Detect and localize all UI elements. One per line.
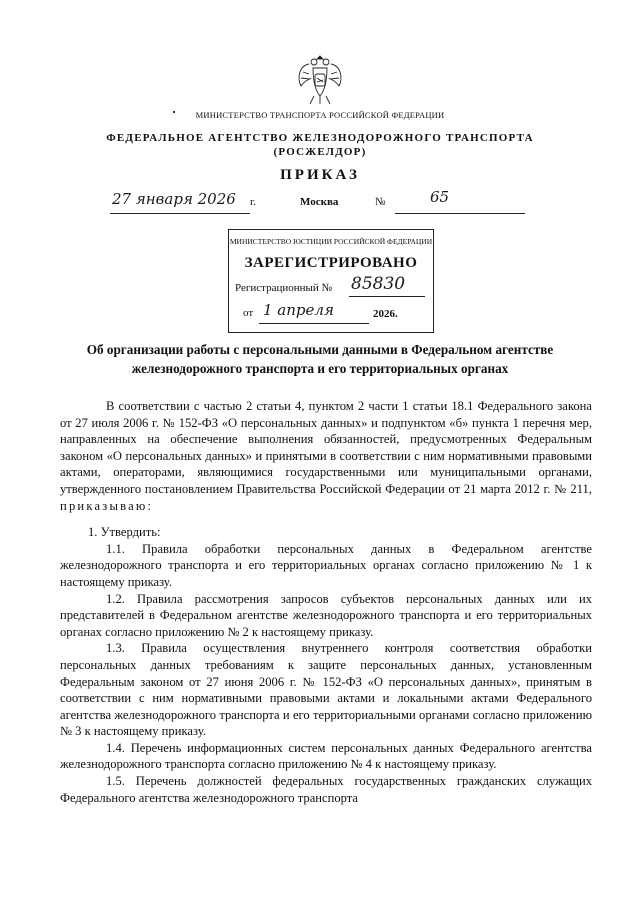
agency-line-1: ФЕДЕРАЛЬНОЕ АГЕНТСТВО ЖЕЛЕЗНОДОРОЖНОГО ТРАНСПОРТА [106, 132, 534, 144]
stamp-date-label: от [243, 307, 254, 319]
document-body [60, 398, 592, 806]
item-1-3: 1.3. Правила осуществления внутреннего контроля соответствия обработки персональных данных требованиям к защите персональных данных, установленным Федеральным законом от 27 июня 2006 г. № 152-ФЗ «О персональных данных», принятым в соответствии с ним нормативными правовыми актами и локальными актами Федерального агентства железнодорожного транспорта и его территориальными органами согласно приложению № 3 к настоящему приказу. [60, 641, 592, 739]
handwritten-number: 65 [430, 188, 450, 206]
handwritten-date: 27 января 2026 [112, 190, 236, 208]
stamp-status: ЗАРЕГИСТРИРОВАНО [244, 255, 418, 271]
coat-of-arms-icon [295, 50, 345, 108]
preamble-paragraph [60, 398, 592, 514]
title-line-1: Об организации работы с персональными данными в Федеральном агентстве [86, 342, 554, 357]
city-name: Москва [300, 196, 339, 208]
title-line-2: железнодорожного транспорта и его территориальных органах [131, 361, 509, 376]
item-1-5: 1.5. Перечень должностей федеральных государственных гражданских служащих Федерального агентства железнодорожного транспорта [60, 774, 592, 805]
stamp-year: 2026. [373, 308, 398, 320]
prikazyvayu-word: приказываю: [60, 498, 154, 513]
item-1-2: 1.2. Правила рассмотрения запросов субъектов персональных данных или их представителей в Федеральном агентстве железнодорожного транспорта и его территориальных органах согласно приложению № 2 к настоящему приказу. [60, 591, 592, 639]
document-type: ПРИКАЗ [280, 167, 360, 183]
stamp-number-underline [349, 296, 425, 297]
number-label: № [375, 196, 386, 208]
stamp-date-underline [259, 323, 369, 324]
number-underline [395, 198, 525, 214]
ministry-name: МИНИСТЕРСТВО ТРАНСПОРТА РОССИЙСКОЙ ФЕДЕРАЦИИ [195, 110, 445, 120]
registration-stamp [228, 229, 434, 333]
document-title [60, 340, 580, 378]
item-1-1: 1.1. Правила обработки персональных данных в Федеральном агентстве железнодорожного транспорта и его территориальных органах согласно приложению № 1 к настоящему приказу. [60, 541, 592, 589]
item-1: 1. Утвердить: [88, 525, 161, 540]
stamp-date: 1 апреля [263, 301, 334, 319]
agency-line-2: (РОСЖЕЛДОР) [273, 146, 367, 158]
item-1-4: 1.4. Перечень информационных систем персональных данных Федерального агентства железнодорожного транспорта согласно приложению № 4 к настоящему приказу. [60, 740, 592, 772]
stamp-reg-number: 85830 [351, 274, 406, 294]
stamp-ministry: МИНИСТЕРСТВО ЮСТИЦИИ РОССИЙСКОЙ ФЕДЕРАЦИИ [229, 237, 433, 246]
preamble-text: В соответствии с частью 2 статьи 4, пунктом 2 части 1 статьи 18.1 Федерального закона от 27 июля 2006 г. № 152-ФЗ «О персональных данных» и подпунктом «б» пункта 1 перечня мер, направленных на обеспечение выполнения обязанностей, предусмотренных Федеральным законом «О персональных данных» и принятыми в соответствии с ним нормативными правовыми актами, операторами, являющимися государственными или муниципальными органами, утвержденного постановлением Правительства Российской Федерации от 21 марта 2012 г. № 211, [60, 399, 592, 496]
stamp-reg-label: Регистрационный № [235, 282, 333, 294]
agency-name [0, 131, 640, 159]
date-suffix: г. [250, 196, 257, 208]
